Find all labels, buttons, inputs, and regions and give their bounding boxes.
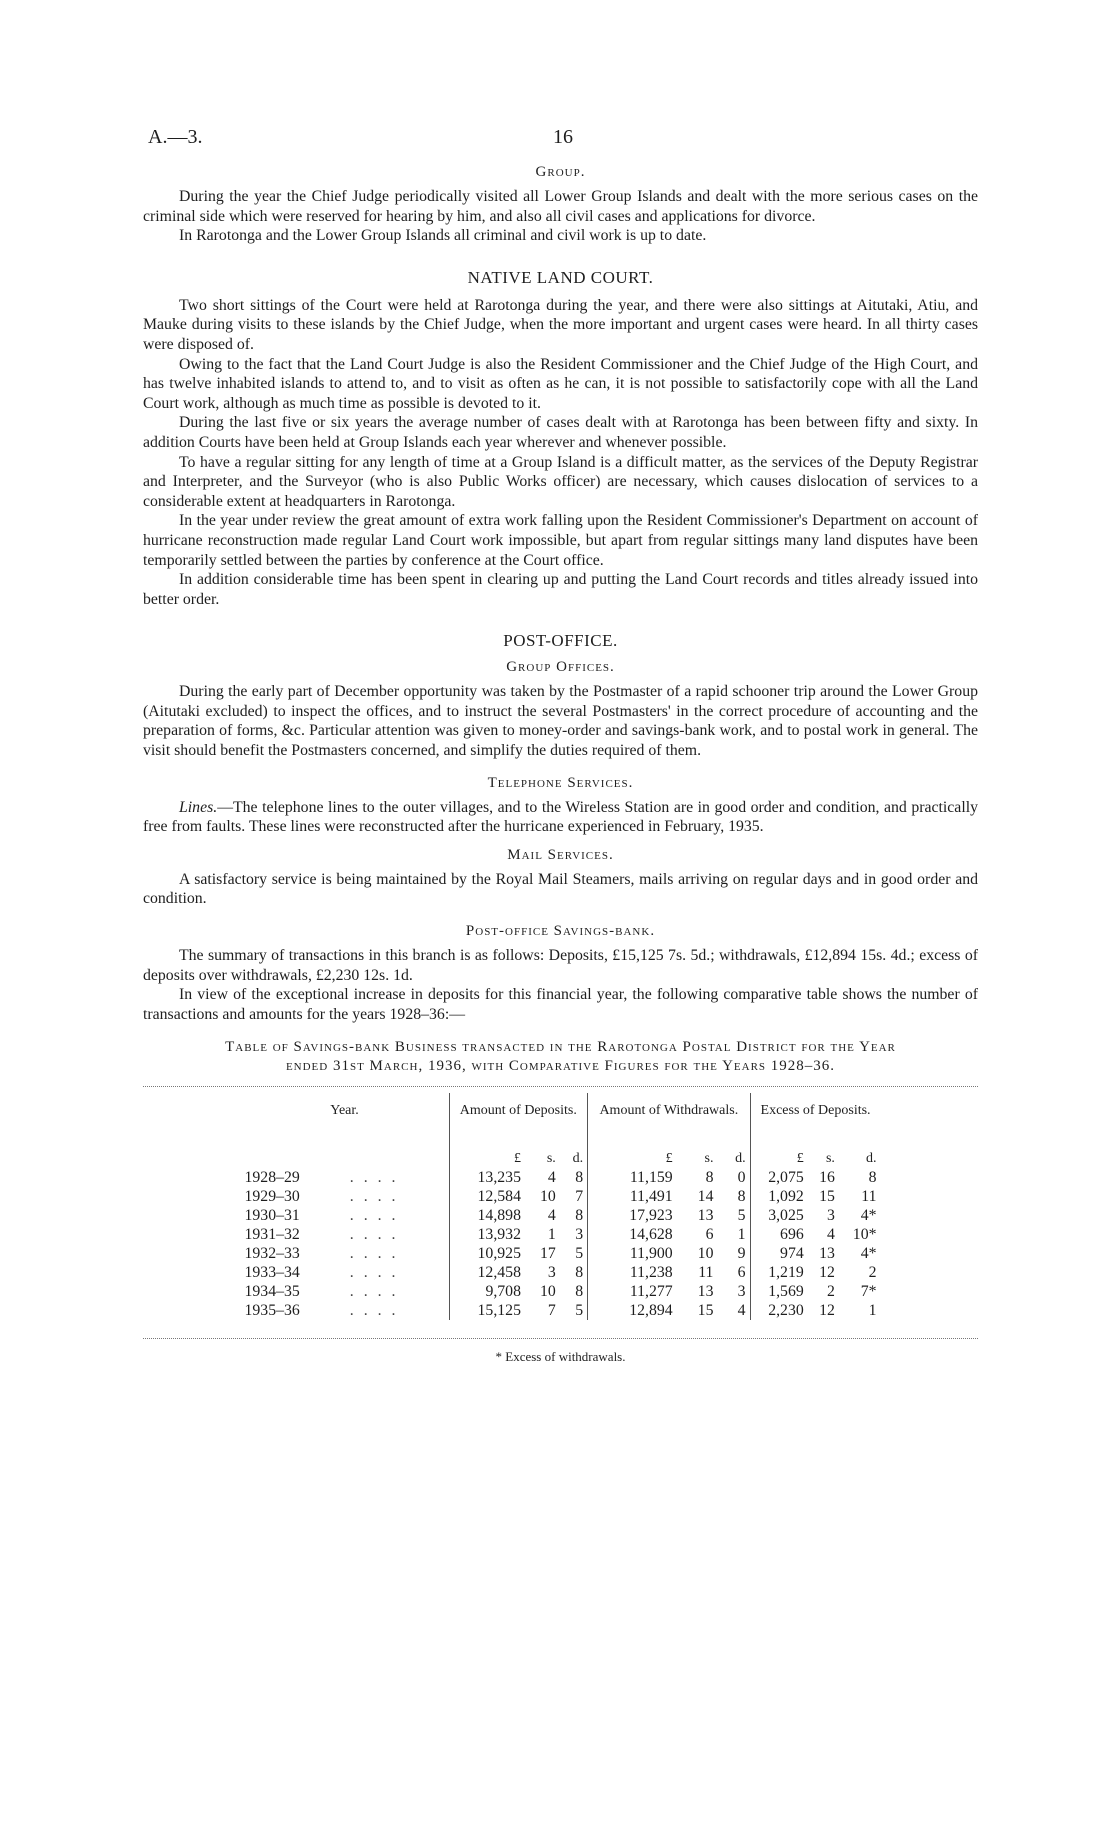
withdrawal-shillings: 13 (697, 1283, 714, 1301)
table-row (241, 1168, 881, 1187)
post-office-heading: POST-OFFICE. (503, 631, 618, 651)
excess-pounds: 1,219 (750, 1263, 808, 1282)
deposit-pounds: 10,925 (449, 1244, 525, 1263)
lines-lead: Lines. (179, 798, 218, 816)
excess-pounds: 1,092 (750, 1187, 808, 1206)
table-top-rule (143, 1086, 978, 1087)
deposit-pence: 5 (575, 1302, 584, 1320)
document-reference: A.—3. (148, 126, 203, 148)
header-excess: Excess of Deposits. (750, 1093, 880, 1133)
year-label: 1929–30 (244, 1188, 300, 1206)
excess-pence: 8 (868, 1169, 877, 1187)
unit-shillings: s. (704, 1151, 714, 1167)
year-label: 1928–29 (244, 1169, 300, 1187)
withdrawal-pounds: 11,238 (588, 1263, 677, 1282)
year-cell (241, 1168, 450, 1187)
excess-pence: 2 (868, 1264, 877, 1282)
unit-pence: d. (572, 1151, 584, 1167)
leader-dots: . . . . (349, 1207, 399, 1225)
deposit-pence: 8 (575, 1169, 584, 1187)
deposit-pence: 3 (575, 1226, 584, 1244)
excess-pounds: 2,075 (750, 1168, 808, 1187)
units-blank (241, 1133, 450, 1168)
unit-pounds: £ (449, 1133, 525, 1168)
native-land-court-section (143, 268, 978, 610)
excess-pence: 4* (860, 1245, 877, 1263)
excess-shillings: 12 (819, 1264, 835, 1282)
deposit-shillings: 17 (539, 1245, 556, 1263)
savings-bank-paragraph-1: The summary of transactions in this branch is as follows: Deposits, £15,125 7s. 5d.; withdrawals, £12,894 15s. 4d.; excess of deposits over withdrawals, £2,230 12s. 1d. (143, 947, 978, 984)
withdrawal-shillings: 14 (697, 1188, 714, 1206)
deposit-shillings: 3 (547, 1264, 556, 1282)
header-year: Year. (330, 1103, 359, 1119)
savings-bank-heading: Post-office Savings-bank. (465, 923, 656, 940)
withdrawal-pounds: 11,491 (588, 1187, 677, 1206)
excess-shillings: 4 (826, 1226, 835, 1244)
deposit-pounds: 13,235 (449, 1168, 525, 1187)
withdrawal-shillings: 15 (697, 1302, 714, 1320)
excess-pence: 11 (861, 1188, 877, 1206)
excess-pounds: 1,569 (750, 1282, 808, 1301)
leader-dots: . . . . (349, 1245, 399, 1263)
leader-dots: . . . . (349, 1226, 399, 1244)
year-label: 1935–36 (244, 1302, 300, 1320)
leader-dots: . . . . (349, 1169, 399, 1187)
table-row (241, 1282, 881, 1301)
land-court-paragraph-4: To have a regular sitting for any length of time at a Group Island is a difficult matter, as the services of the Deputy Registrar and Interpreter, and the Surveyor (who is also Public Works officer) are necessary, which causes dislocation of services to a considerable extent at headquarters in Rarotonga. (143, 453, 978, 510)
unit-shillings: s. (546, 1151, 556, 1167)
mail-paragraph: A satisfactory service is being maintained by the Royal Mail Steamers, mails arriving on regular days and in good order and condition. (143, 870, 978, 908)
withdrawal-shillings: 10 (697, 1245, 714, 1263)
land-court-paragraph-3: During the last five or six years the average number of cases dealt with at Rarotonga has been between fifty and sixty. In addition Courts have been held at Group Islands each year wherever and whenever possible. (143, 414, 978, 451)
excess-pence: 4* (860, 1207, 877, 1225)
deposit-shillings: 1 (547, 1226, 556, 1244)
group-section (143, 164, 978, 246)
year-label: 1930–31 (244, 1207, 300, 1225)
leader-dots: . . . . (349, 1302, 399, 1320)
telephone-text: —The telephone lines to the outer villages, and to the Wireless Station are in good order and condition, and practically free from faults. These lines were reconstructed after the hurricane experienced in February, 1935. (143, 798, 978, 836)
excess-shillings: 16 (819, 1169, 835, 1187)
telephone-paragraph (143, 798, 978, 837)
withdrawal-pence: 8 (737, 1188, 746, 1206)
deposit-pence: 8 (575, 1283, 584, 1301)
document-page (143, 126, 978, 1365)
table-body (241, 1133, 881, 1320)
group-paragraph-2: In Rarotonga and the Lower Group Islands all criminal and civil work is up to date. (179, 227, 707, 245)
deposit-shillings: 7 (547, 1302, 556, 1320)
mail-services-heading: Mail Services. (507, 846, 614, 863)
deposit-shillings: 4 (547, 1207, 556, 1225)
savings-bank-paragraph-2: In view of the exceptional increase in deposits for this financial year, the following comparative table shows the number of transactions and amounts for the years 1928–36:— (143, 986, 978, 1023)
group-offices-heading: Group Offices. (506, 659, 615, 676)
excess-shillings: 15 (819, 1188, 835, 1206)
group-offices-paragraph: During the early part of December opportunity was taken by the Postmaster of a rapid schooner trip around the Lower Group (Aitutaki excluded) to inspect the offices, and to instruct the several Postmasters' in the correct procedure of accounting and the preparation of forms, &c. Particular attention was given to money-order and savings-bank work, and to postal work in general. The visit should benefit the Postmasters concerned, and simplify the duties required of them. (143, 683, 978, 760)
withdrawal-pounds: 11,277 (588, 1282, 677, 1301)
excess-pence: 7* (860, 1283, 877, 1301)
leader-dots: . . . . (349, 1283, 399, 1301)
withdrawal-shillings: 8 (705, 1169, 714, 1187)
land-court-paragraph-1: Two short sittings of the Court were held at Rarotonga during the year, and there were also sittings at Aitutaki, Atiu, and Mauke during visits to these islands by the Chief Judge, when the more important and urgent cases were heard. In all thirty cases were disposed of. (143, 296, 978, 353)
land-court-paragraph-5: In the year under review the great amount of extra work falling upon the Resident Commissioner's Department on account of hurricane reconstruction made regular Land Court work impossible, but apart from regular sittings many land disputes have been temporarily settled between the parties by conference at the Court office. (143, 512, 978, 569)
table-caption-line-2: ended 31st March, 1936, with Comparative Figures for the Years 1928–36. (285, 1058, 836, 1075)
table-row (241, 1244, 881, 1263)
deposit-shillings: 10 (539, 1283, 556, 1301)
excess-pence: 10* (852, 1226, 877, 1244)
excess-pence: 1 (868, 1302, 877, 1320)
excess-shillings: 3 (826, 1207, 835, 1225)
deposit-pounds: 9,708 (449, 1282, 525, 1301)
table-caption-line-1: Table of Savings-bank Business transacted in the Rarotonga Postal District for the Year (225, 1039, 896, 1056)
excess-pounds: 3,025 (750, 1206, 808, 1225)
unit-pounds: £ (588, 1133, 677, 1168)
excess-pounds: 696 (750, 1225, 808, 1244)
excess-pounds: 974 (750, 1244, 808, 1263)
withdrawal-shillings: 13 (697, 1207, 714, 1225)
year-cell (241, 1244, 450, 1263)
year-label: 1934–35 (244, 1283, 300, 1301)
land-court-paragraph-2: Owing to the fact that the Land Court Judge is also the Resident Commissioner and the Chief Judge of the High Court, and has twelve inhabited islands to attend to, and to visit as often as he can, it is not possible to satisfactorily cope with all the Land Court work, although as much time as possible is devoted to it. (143, 355, 978, 412)
year-label: 1931–32 (244, 1226, 300, 1244)
withdrawal-pence: 3 (737, 1283, 746, 1301)
group-heading: Group. (535, 164, 586, 180)
page-header (143, 126, 978, 160)
excess-shillings: 13 (819, 1245, 835, 1263)
deposit-pence: 8 (575, 1207, 584, 1225)
group-paragraph-1: During the year the Chief Judge periodically visited all Lower Group Islands and dealt with the more serious cases on the criminal side which were reserved for hearing by him, and also all civil cases and applications for divorce. (143, 188, 978, 225)
withdrawal-pounds: 17,923 (588, 1206, 677, 1225)
unit-pence: d. (866, 1151, 877, 1167)
native-land-court-heading: NATIVE LAND COURT. (467, 267, 654, 287)
withdrawal-pence: 1 (737, 1226, 746, 1244)
excess-shillings: 12 (819, 1302, 835, 1320)
table-row (241, 1263, 881, 1282)
year-label: 1933–34 (244, 1264, 300, 1282)
table-row (241, 1187, 881, 1206)
deposit-shillings: 4 (547, 1169, 556, 1187)
table-row (241, 1301, 881, 1320)
withdrawal-pence: 9 (737, 1245, 746, 1263)
table-wrapper (143, 1093, 978, 1339)
table-row (241, 1225, 881, 1244)
withdrawal-pence: 0 (737, 1169, 746, 1187)
telephone-services-heading: Telephone Services. (487, 774, 634, 791)
deposit-pence: 7 (575, 1188, 584, 1206)
table-footnote: * Excess of withdrawals. (495, 1349, 626, 1365)
year-cell (241, 1206, 450, 1225)
table-row (241, 1206, 881, 1225)
deposit-shillings: 10 (539, 1188, 556, 1206)
withdrawal-pounds: 12,894 (588, 1301, 677, 1320)
year-cell (241, 1225, 450, 1244)
year-cell (241, 1282, 450, 1301)
savings-bank-table (241, 1093, 881, 1320)
withdrawal-pounds: 11,159 (588, 1168, 677, 1187)
unit-pence: d. (735, 1151, 746, 1167)
unit-shillings: s. (825, 1151, 835, 1167)
withdrawal-pence: 5 (737, 1207, 746, 1225)
leader-dots: . . . . (349, 1188, 399, 1206)
deposit-pounds: 12,458 (449, 1263, 525, 1282)
year-cell (241, 1187, 450, 1206)
deposit-pounds: 12,584 (449, 1187, 525, 1206)
year-label: 1932–33 (244, 1245, 300, 1263)
deposit-pence: 5 (575, 1245, 584, 1263)
land-court-paragraph-6: In addition considerable time has been spent in clearing up and putting the Land Court records and titles already issued into better order. (143, 571, 978, 608)
table-header-row (241, 1093, 881, 1133)
withdrawal-pence: 4 (737, 1302, 746, 1320)
post-office-section (143, 631, 978, 1024)
unit-pounds: £ (750, 1133, 808, 1168)
deposit-pounds: 14,898 (449, 1206, 525, 1225)
withdrawal-pence: 6 (737, 1264, 746, 1282)
units-row (241, 1133, 881, 1168)
year-cell (241, 1263, 450, 1282)
header-deposits: Amount of Deposits. (449, 1093, 588, 1133)
table-caption (143, 1038, 978, 1076)
withdrawal-pounds: 14,628 (588, 1225, 677, 1244)
excess-shillings: 2 (826, 1283, 835, 1301)
page-number: 16 (553, 126, 573, 148)
withdrawal-pounds: 11,900 (588, 1244, 677, 1263)
deposit-pounds: 15,125 (449, 1301, 525, 1320)
deposit-pounds: 13,932 (449, 1225, 525, 1244)
leader-dots: . . . . (349, 1264, 399, 1282)
deposit-pence: 8 (575, 1264, 584, 1282)
year-cell (241, 1301, 450, 1320)
excess-pounds: 2,230 (750, 1301, 808, 1320)
header-withdrawals: Amount of Withdrawals. (588, 1093, 750, 1133)
withdrawal-shillings: 11 (698, 1264, 714, 1282)
withdrawal-shillings: 6 (705, 1226, 714, 1244)
